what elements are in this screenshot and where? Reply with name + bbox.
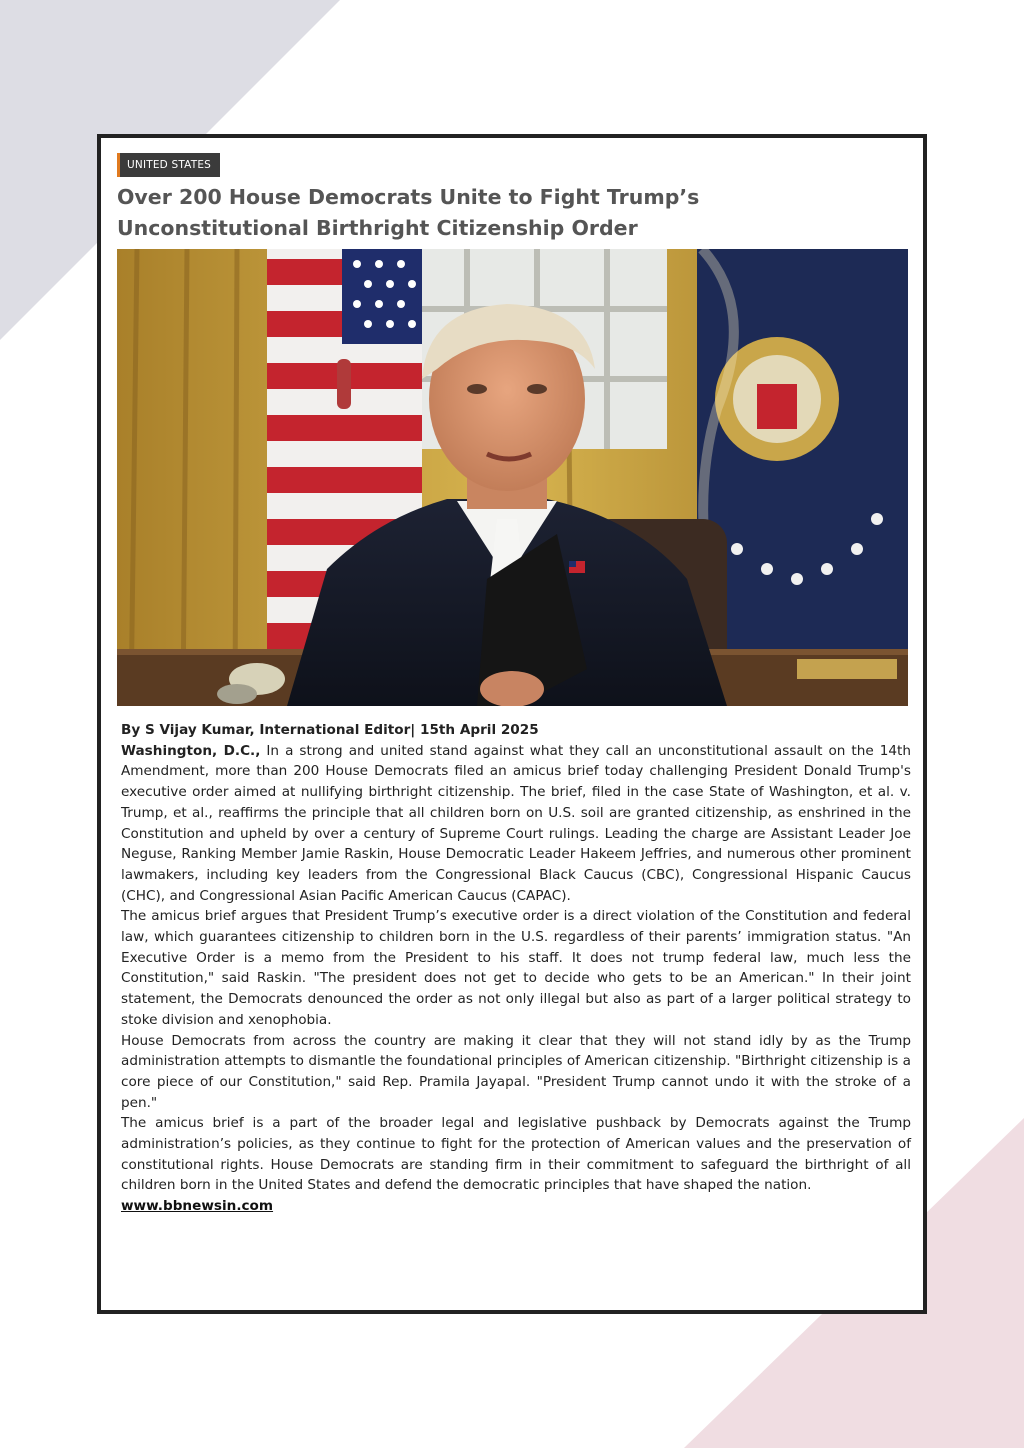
article-paragraph-4: The amicus brief is a part of the broader legal and legislative pushback by Democrats against the Trump administration’s policies, as they continue to fight for the protection of American values and the preservation of constitutional rights. House Democrats are standing firm in their commitment to safeguard the birthright of all children born in the United States and defend the democratic principles that have shaped the nation.: [121, 1115, 911, 1194]
article-paragraph-3: House Democrats from across the country are making it clear that they will not stand idly by as the Trump administration attempts to dismantle the foundational principles of American citizenship. "Birthright citizenship is a core piece of our Constitution," said Rep. Pramila Jayapal. "President Trump cannot undo it with the stroke of a pen.": [121, 1032, 911, 1111]
website-link[interactable]: www.bbnewsin.com: [121, 1198, 274, 1215]
article-dateline: Washington, D.C.,: [121, 742, 261, 759]
article-paragraph-1: [121, 741, 911, 907]
article-byline: By S Vijay Kumar, International Editor| 15th April 2025: [121, 722, 539, 738]
article-headline: Over 200 House Democrats Unite to Fight Trump’s Unconstitutional Birthright Citizenship Order: [117, 185, 700, 240]
paragraph-text: In a strong and united stand against what they call an unconstitutional assault on the 14th Amendment, more than 200 House Democrats filed an amicus brief today challenging President Donald Trump's executive order aimed at nullifying birthright citizenship. The brief, filed in the case State of Washington, et al. v. Trump, et al., reaffirms the principle that all children born on U.S. soil are granted citizenship, as enshrined in the Constitution and upheld by over a century of Supreme Court rulings. Leading the charge are Assistant Leader Joe Neguse, Ranking Member Jamie Raskin, House Democratic Leader Hakeem Jeffries, and numerous other prominent lawmakers, including key leaders from the Congressional Black Caucus (CBC), Congressional Hispanic Caucus (CHC), and Congressional Asian Pacific American Caucus (CAPAC).: [121, 742, 911, 904]
photo-illustration: [117, 249, 908, 706]
article-photo: [117, 249, 908, 706]
category-tag[interactable]: UNITED STATES: [117, 153, 220, 177]
article-card: [97, 134, 927, 1314]
article-paragraph-2: The amicus brief argues that President Trump’s executive order is a direct violation of the Constitution and federal law, which guarantees citizenship to children born in the U.S. regardless of their parents’ immigration status. "An Executive Order is a memo from the President to his staff. It does not trump federal law, much less the Constitution," said Raskin. "The president does not get to decide who gets to be an American." In their joint statement, the Democrats denounced the order as not only illegal but also as part of a larger political strategy to stoke division and xenophobia.: [121, 908, 911, 1028]
article-body: [121, 720, 911, 1217]
